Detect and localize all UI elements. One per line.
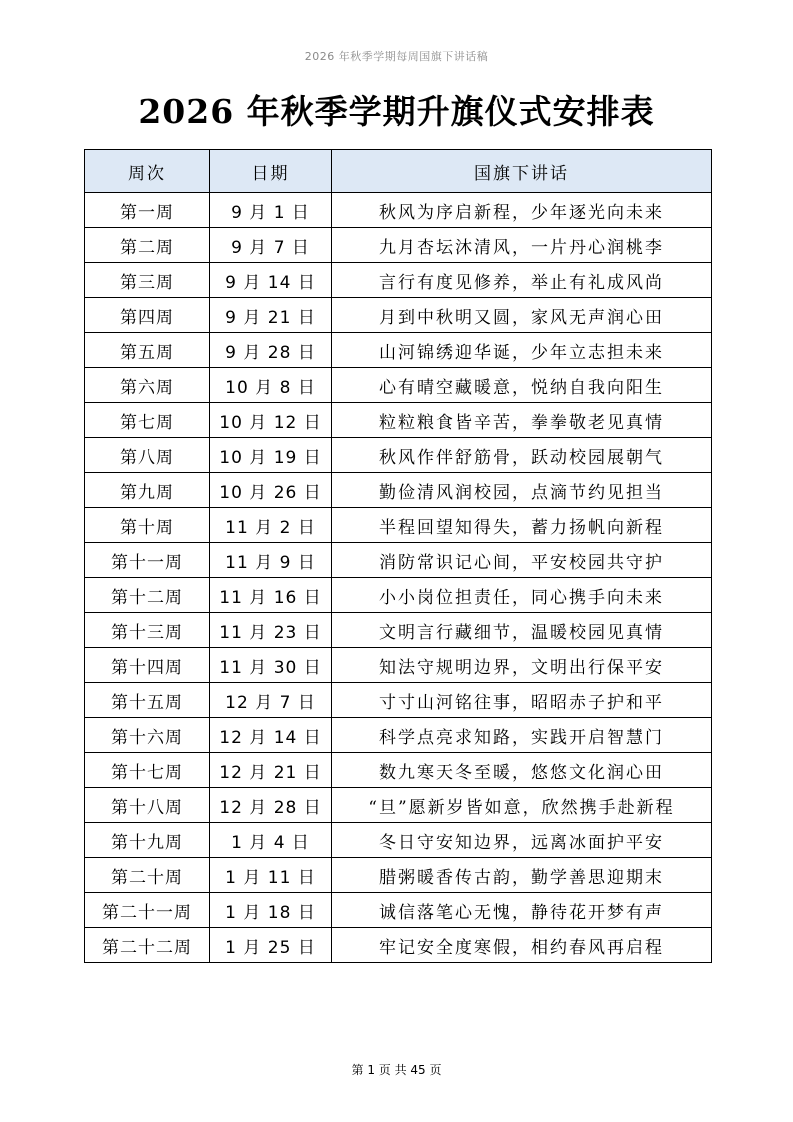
table-row bbox=[85, 683, 712, 718]
table-row bbox=[85, 893, 712, 928]
week-cell: 第四周 bbox=[85, 298, 210, 333]
date-cell: 11 月 30 日 bbox=[210, 648, 332, 683]
topic-cell: 九月杏坛沐清风，一片丹心润桃李 bbox=[332, 228, 712, 263]
column-header-topic: 国旗下讲话 bbox=[332, 150, 712, 193]
date-cell: 9 月 7 日 bbox=[210, 228, 332, 263]
date-cell: 10 月 19 日 bbox=[210, 438, 332, 473]
topic-cell: 诚信落笔心无愧，静待花开梦有声 bbox=[332, 893, 712, 928]
week-cell: 第三周 bbox=[85, 263, 210, 298]
date-cell: 11 月 16 日 bbox=[210, 578, 332, 613]
date-cell: 9 月 1 日 bbox=[210, 193, 332, 228]
topic-cell: 山河锦绣迎华诞，少年立志担未来 bbox=[332, 333, 712, 368]
table-row bbox=[85, 228, 712, 263]
table-body bbox=[85, 193, 712, 963]
week-cell: 第十七周 bbox=[85, 753, 210, 788]
week-cell: 第十九周 bbox=[85, 823, 210, 858]
table-row bbox=[85, 473, 712, 508]
topic-cell: 粒粒粮食皆辛苦，拳拳敬老见真情 bbox=[332, 403, 712, 438]
week-cell: 第九周 bbox=[85, 473, 210, 508]
date-cell: 10 月 26 日 bbox=[210, 473, 332, 508]
topic-cell: 秋风作伴舒筋骨，跃动校园展朝气 bbox=[332, 438, 712, 473]
topic-cell: 科学点亮求知路，实践开启智慧门 bbox=[332, 718, 712, 753]
table-row bbox=[85, 368, 712, 403]
week-cell: 第十一周 bbox=[85, 543, 210, 578]
week-cell: 第一周 bbox=[85, 193, 210, 228]
topic-cell: 数九寒天冬至暖，悠悠文化润心田 bbox=[332, 753, 712, 788]
topic-cell: 半程回望知得失，蓄力扬帆向新程 bbox=[332, 508, 712, 543]
table-row bbox=[85, 578, 712, 613]
table-row bbox=[85, 928, 712, 963]
date-cell: 12 月 21 日 bbox=[210, 753, 332, 788]
week-cell: 第二十二周 bbox=[85, 928, 210, 963]
week-cell: 第十六周 bbox=[85, 718, 210, 753]
date-cell: 12 月 28 日 bbox=[210, 788, 332, 823]
topic-cell: 冬日守安知边界，远离冰面护平安 bbox=[332, 823, 712, 858]
running-header: 2026 年秋季学期每周国旗下讲话稿 bbox=[304, 50, 489, 63]
week-cell: 第十五周 bbox=[85, 683, 210, 718]
table-row bbox=[85, 718, 712, 753]
table-row bbox=[85, 613, 712, 648]
week-cell: 第二十周 bbox=[85, 858, 210, 893]
table-row bbox=[85, 858, 712, 893]
flag-ceremony-schedule-table bbox=[84, 149, 712, 963]
date-cell: 1 月 18 日 bbox=[210, 893, 332, 928]
topic-cell: 腊粥暖香传古韵，勤学善思迎期末 bbox=[332, 858, 712, 893]
topic-cell: 文明言行藏细节，温暖校园见真情 bbox=[332, 613, 712, 648]
table-header-row bbox=[85, 150, 712, 193]
column-header-week: 周次 bbox=[85, 150, 210, 193]
table-row bbox=[85, 438, 712, 473]
topic-cell: 牢记安全度寒假，相约春风再启程 bbox=[332, 928, 712, 963]
table-row bbox=[85, 403, 712, 438]
date-cell: 11 月 2 日 bbox=[210, 508, 332, 543]
topic-cell: 心有晴空藏暖意，悦纳自我向阳生 bbox=[332, 368, 712, 403]
topic-cell: 言行有度见修养，举止有礼成风尚 bbox=[332, 263, 712, 298]
week-cell: 第十四周 bbox=[85, 648, 210, 683]
week-cell: 第二十一周 bbox=[85, 893, 210, 928]
week-cell: 第二周 bbox=[85, 228, 210, 263]
date-cell: 9 月 28 日 bbox=[210, 333, 332, 368]
date-cell: 12 月 14 日 bbox=[210, 718, 332, 753]
table-row bbox=[85, 298, 712, 333]
column-header-date: 日期 bbox=[210, 150, 332, 193]
page-number: 第 1 页 共 45 页 bbox=[351, 1063, 442, 1077]
week-cell: 第十周 bbox=[85, 508, 210, 543]
topic-cell: 寸寸山河铭往事，昭昭赤子护和平 bbox=[332, 683, 712, 718]
date-cell: 1 月 25 日 bbox=[210, 928, 332, 963]
date-cell: 9 月 14 日 bbox=[210, 263, 332, 298]
date-cell: 10 月 8 日 bbox=[210, 368, 332, 403]
date-cell: 9 月 21 日 bbox=[210, 298, 332, 333]
topic-cell: 小小岗位担责任，同心携手向未来 bbox=[332, 578, 712, 613]
topic-cell: 月到中秋明又圆，家风无声润心田 bbox=[332, 298, 712, 333]
table-row bbox=[85, 508, 712, 543]
topic-cell: 勤俭清风润校园，点滴节约见担当 bbox=[332, 473, 712, 508]
table-row bbox=[85, 753, 712, 788]
table-row bbox=[85, 648, 712, 683]
date-cell: 1 月 11 日 bbox=[210, 858, 332, 893]
table-row bbox=[85, 788, 712, 823]
week-cell: 第十二周 bbox=[85, 578, 210, 613]
date-cell: 11 月 23 日 bbox=[210, 613, 332, 648]
week-cell: 第七周 bbox=[85, 403, 210, 438]
topic-cell: 秋风为序启新程，少年逐光向未来 bbox=[332, 193, 712, 228]
topic-cell: 消防常识记心间，平安校园共守护 bbox=[332, 543, 712, 578]
week-cell: 第六周 bbox=[85, 368, 210, 403]
date-cell: 1 月 4 日 bbox=[210, 823, 332, 858]
week-cell: 第八周 bbox=[85, 438, 210, 473]
topic-cell: 知法守规明边界，文明出行保平安 bbox=[332, 648, 712, 683]
date-cell: 11 月 9 日 bbox=[210, 543, 332, 578]
table-row bbox=[85, 263, 712, 298]
date-cell: 10 月 12 日 bbox=[210, 403, 332, 438]
table-row bbox=[85, 333, 712, 368]
week-cell: 第十八周 bbox=[85, 788, 210, 823]
table-row bbox=[85, 193, 712, 228]
week-cell: 第五周 bbox=[85, 333, 210, 368]
document-title: 2026 年秋季学期升旗仪式安排表 bbox=[138, 92, 655, 131]
week-cell: 第十三周 bbox=[85, 613, 210, 648]
table-row bbox=[85, 823, 712, 858]
date-cell: 12 月 7 日 bbox=[210, 683, 332, 718]
topic-cell: “旦”愿新岁皆如意，欣然携手赴新程 bbox=[332, 788, 712, 823]
table-row bbox=[85, 543, 712, 578]
